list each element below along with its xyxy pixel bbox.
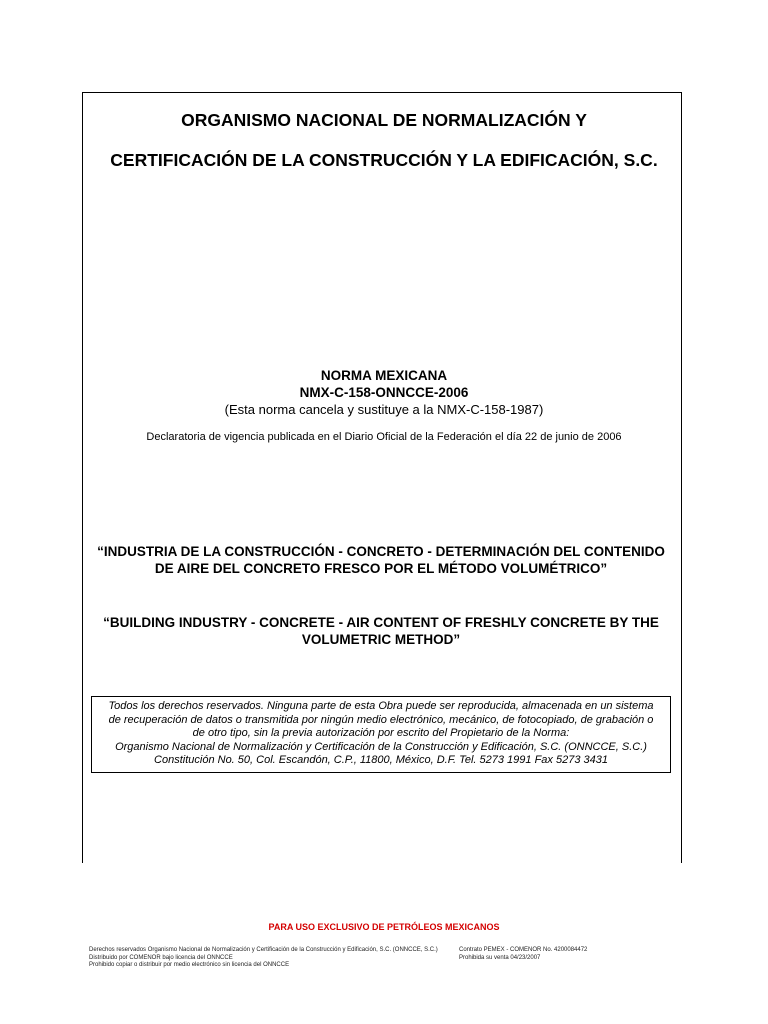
rights-notice-line: de recuperación de datos o transmitida por ningún medio electrónico, mecánico, de fotocopiado, de grabación o <box>108 713 654 726</box>
footer-line: Distribuido por COMENOR bajo licencia del ONNCCE <box>89 954 233 961</box>
exclusive-use-notice: PARA USO EXCLUSIVO DE PETRÓLEOS MEXICANOS <box>268 922 500 932</box>
rights-notice-line: Organismo Nacional de Normalización y Certificación de la Construcción y Edificación, S.C. (ONNCCE, S.C.) <box>115 740 647 753</box>
spanish-title-line: DE AIRE DEL CONCRETO FRESCO POR EL MÉTODO VOLUMÉTRICO” <box>154 561 608 576</box>
rights-notice-line: Todos los derechos reservados. Ninguna parte de esta Obra puede ser reproducida, almacenada en un sistema <box>108 700 654 712</box>
organization-name-line1: ORGANISMO NACIONAL DE NORMALIZACIÓN Y <box>181 110 587 130</box>
english-title-line: “BUILDING INDUSTRY - CONCRETE - AIR CONTENT OF FRESHLY CONCRETE BY THE <box>103 615 659 630</box>
english-title <box>80 614 682 648</box>
spanish-title <box>80 543 682 577</box>
english-title-line: VOLUMETRIC METHOD” <box>301 632 461 647</box>
spanish-title-line: “INDUSTRIA DE LA CONSTRUCCIÓN - CONCRETO - DETERMINACIÓN DEL CONTENIDO <box>97 544 665 559</box>
footer-line: Prohibida su venta 04/23/2007 <box>459 954 541 961</box>
rights-notice-line: de otro tipo, sin la previa autorización por escrito del Propietario de la Norma: <box>192 727 570 739</box>
norma-code: NMX-C-158-ONNCCE-2006 <box>299 385 469 400</box>
norma-cancellation-note: (Esta norma cancela y sustituye a la NMX-C-158-1987) <box>224 402 544 417</box>
footer-line: Derechos reservados Organismo Nacional de Normalización y Certificación de la Construcción y Edificación, S.C. (ONNCCE, S.C.) <box>89 947 438 953</box>
footer-rights-info <box>89 947 438 970</box>
rights-notice-box <box>91 696 671 773</box>
declaratoria-text: Declaratoria de vigencia publicada en el Diario Oficial de la Federación el día 22 de junio de 2006 <box>146 431 622 443</box>
footer-line: Prohibido copiar o distribuir por medio electrónico sin licencia del ONNCCE <box>89 962 290 968</box>
rights-notice-line: Constitución No. 50, Col. Escandón, C.P., 11800, México, D.F. Tel. 5273 1991 Fax 5273 3431 <box>154 754 608 766</box>
footer-line: Contrato PEMEX - COMENOR No. 4200084472 <box>459 947 588 953</box>
organization-name-line2: CERTIFICACIÓN DE LA CONSTRUCCIÓN Y LA EDIFICACIÓN, S.C. <box>110 150 658 170</box>
footer-contract-info <box>459 947 587 962</box>
norma-heading: NORMA MEXICANA <box>320 368 448 383</box>
